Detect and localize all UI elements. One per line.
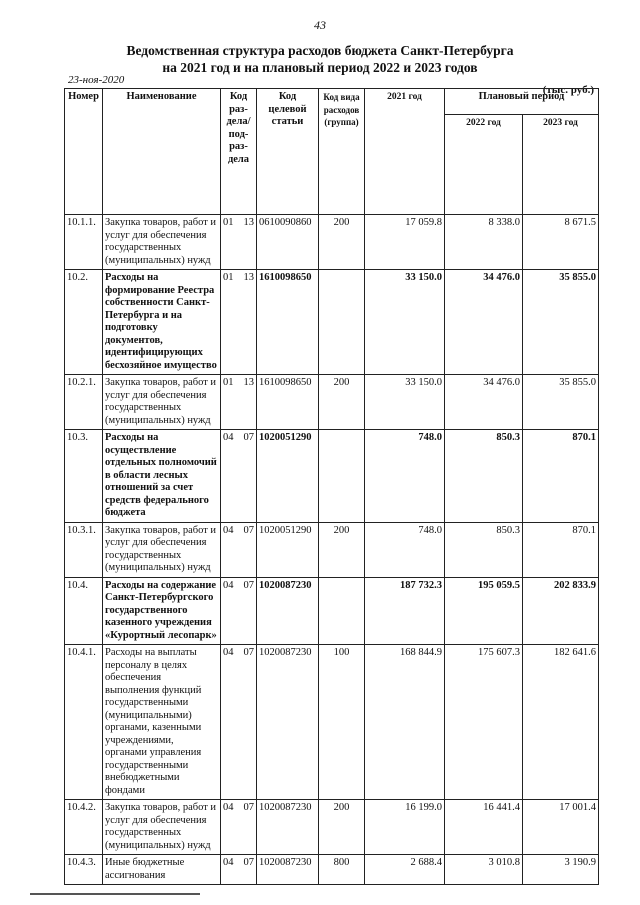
page-number: 43 <box>314 18 326 32</box>
row-value-2023: 35 855.0 <box>523 270 599 375</box>
row-section-code <box>221 855 257 885</box>
row-section-code <box>221 800 257 855</box>
row-subsection: 13 <box>243 377 254 388</box>
header-expense-type-code: Код вида расходов (группа) <box>319 89 365 215</box>
row-value-2022: 175 607.3 <box>445 645 523 800</box>
row-value-2021: 748.0 <box>365 522 445 577</box>
header-2021: 2021 год <box>365 89 445 215</box>
row-target-code: 1020051290 <box>257 522 319 577</box>
row-section: 04 <box>223 579 234 591</box>
row-number: 10.3. <box>65 430 103 523</box>
row-subsection: 13 <box>243 217 254 228</box>
document-date: 23-ноя-2020 <box>68 74 125 86</box>
row-subsection: 07 <box>243 647 254 658</box>
row-name: Расходы на выплаты персоналу в целях обеспечения выполнения функций государственными (муниципальными) органами, казенными учреждениями, органами управления государственными внебюджетными фондами <box>103 645 221 800</box>
row-name: Иные бюджетные ассигнования <box>103 855 221 885</box>
row-value-2022: 34 476.0 <box>445 375 523 430</box>
row-value-2023: 17 001.4 <box>523 800 599 855</box>
row-expense-type: 200 <box>319 375 365 430</box>
row-name: Закупка товаров, работ и услуг для обеспечения государственных (муниципальных) нужд <box>103 800 221 855</box>
row-value-2021: 16 199.0 <box>365 800 445 855</box>
row-value-2023: 202 833.9 <box>523 577 599 645</box>
row-value-2021: 33 150.0 <box>365 270 445 375</box>
row-section: 01 <box>223 217 234 228</box>
header-name: Наименование <box>103 89 221 215</box>
row-name: Закупка товаров, работ и услуг для обеспечения государственных (муниципальных) нужд <box>103 522 221 577</box>
row-value-2022: 3 010.8 <box>445 855 523 885</box>
row-value-2022: 34 476.0 <box>445 270 523 375</box>
row-value-2023: 870.1 <box>523 522 599 577</box>
row-value-2023: 3 190.9 <box>523 855 599 885</box>
row-target-code: 1020051290 <box>257 430 319 523</box>
row-name: Расходы на осуществление отдельных полномочий в области лесных отношений за счет средств федерального бюджета <box>103 430 221 523</box>
row-value-2021: 2 688.4 <box>365 855 445 885</box>
row-value-2021: 33 150.0 <box>365 375 445 430</box>
row-section-code <box>221 645 257 800</box>
table-row <box>65 800 599 855</box>
row-subsection: 07 <box>243 524 254 536</box>
document-title <box>0 42 640 76</box>
row-section-code <box>221 522 257 577</box>
row-value-2023: 870.1 <box>523 430 599 523</box>
table-row <box>65 215 599 270</box>
table-row <box>65 375 599 430</box>
row-value-2021: 748.0 <box>365 430 445 523</box>
row-subsection: 13 <box>243 272 254 283</box>
row-value-2022: 195 059.5 <box>445 577 523 645</box>
row-number: 10.2. <box>65 270 103 375</box>
row-name: Закупка товаров, работ и услуг для обеспечения государственных (муниципальных) нужд <box>103 375 221 430</box>
row-expense-type <box>319 577 365 645</box>
row-section: 04 <box>223 647 234 658</box>
footer-rule <box>30 893 200 895</box>
row-section: 04 <box>223 802 234 813</box>
row-section-code <box>221 215 257 270</box>
header-number: Номер <box>65 89 103 215</box>
row-target-code: 1020087230 <box>257 577 319 645</box>
row-number: 10.3.1. <box>65 522 103 577</box>
row-section-code <box>221 375 257 430</box>
row-expense-type <box>319 430 365 523</box>
row-number: 10.4.1. <box>65 645 103 800</box>
row-value-2021: 187 732.3 <box>365 577 445 645</box>
header-2023: 2023 год <box>523 115 599 215</box>
row-name: Расходы на содержание Санкт-Петербургского государственного казенного учреждения «Курортный лесопарк» <box>103 577 221 645</box>
row-subsection: 07 <box>243 857 254 868</box>
table-row <box>65 855 599 885</box>
row-number: 10.4.3. <box>65 855 103 885</box>
row-section: 04 <box>223 524 234 536</box>
row-value-2022: 850.3 <box>445 430 523 523</box>
table-row <box>65 522 599 577</box>
title-line-1: Ведомственная структура расходов бюджета Санкт-Петербурга <box>126 43 514 58</box>
header-section-code: Код раз- дела/ под- раз- дела <box>221 89 257 215</box>
row-value-2023: 182 641.6 <box>523 645 599 800</box>
row-value-2022: 16 441.4 <box>445 800 523 855</box>
row-section-code <box>221 430 257 523</box>
row-value-2021: 168 844.9 <box>365 645 445 800</box>
row-subsection: 07 <box>243 802 254 813</box>
row-section: 04 <box>223 432 234 443</box>
row-subsection: 07 <box>243 432 254 443</box>
row-value-2023: 8 671.5 <box>523 215 599 270</box>
row-expense-type: 800 <box>319 855 365 885</box>
row-target-code: 1020087230 <box>257 645 319 800</box>
header-2022: 2022 год <box>445 115 523 215</box>
row-section-code <box>221 577 257 645</box>
row-expense-type: 200 <box>319 522 365 577</box>
row-value-2021: 17 059.8 <box>365 215 445 270</box>
row-name: Закупка товаров, работ и услуг для обеспечения государственных (муниципальных) нужд <box>103 215 221 270</box>
row-number: 10.2.1. <box>65 375 103 430</box>
row-section: 01 <box>223 272 234 283</box>
row-value-2022: 8 338.0 <box>445 215 523 270</box>
row-target-code: 1020087230 <box>257 800 319 855</box>
row-number: 10.4. <box>65 577 103 645</box>
row-number: 10.1.1. <box>65 215 103 270</box>
budget-table <box>64 88 599 885</box>
units-label: (тыс. руб.) <box>542 84 594 96</box>
table-row <box>65 577 599 645</box>
row-name: Расходы на формирование Реестра собственности Санкт-Петербурга и на подготовку документов, идентифицирующих бесхозяйное имущество <box>103 270 221 375</box>
table-row <box>65 645 599 800</box>
row-section-code <box>221 270 257 375</box>
row-target-code: 1610098650 <box>257 375 319 430</box>
title-line-2: на 2021 год и на плановый период 2022 и 2023 годов <box>162 60 478 75</box>
row-expense-type <box>319 270 365 375</box>
row-number: 10.4.2. <box>65 800 103 855</box>
table-body <box>65 215 599 885</box>
header-planned-period: Плановый период <box>445 89 599 115</box>
row-expense-type: 200 <box>319 800 365 855</box>
row-section: 04 <box>223 857 234 868</box>
row-target-code: 1020087230 <box>257 855 319 885</box>
table-row <box>65 270 599 375</box>
row-subsection: 07 <box>243 579 254 591</box>
table-row <box>65 430 599 523</box>
row-expense-type: 100 <box>319 645 365 800</box>
row-expense-type: 200 <box>319 215 365 270</box>
row-section: 01 <box>223 377 234 388</box>
row-target-code: 1610098650 <box>257 270 319 375</box>
row-value-2023: 35 855.0 <box>523 375 599 430</box>
row-target-code: 0610090860 <box>257 215 319 270</box>
row-value-2022: 850.3 <box>445 522 523 577</box>
header-target-code: Код целевой статьи <box>257 89 319 215</box>
